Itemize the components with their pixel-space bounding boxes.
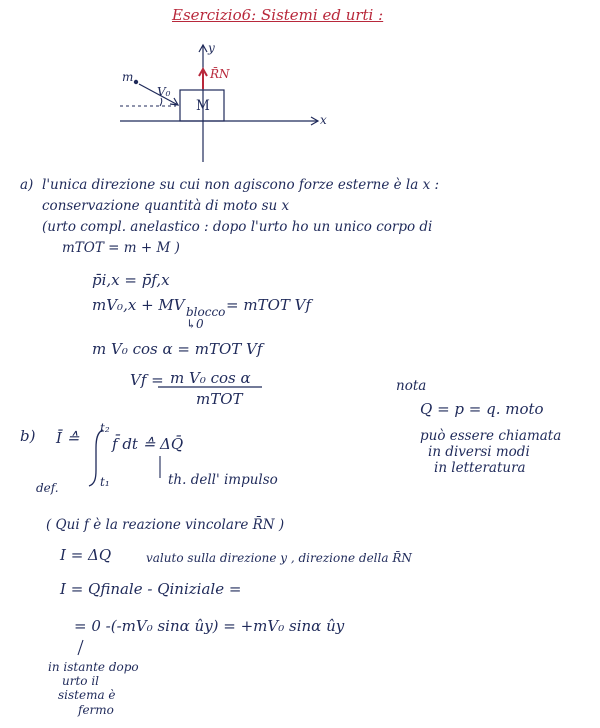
label-y: y (208, 41, 215, 55)
def-label: def. (36, 481, 59, 495)
label-v0: V₀ (157, 85, 171, 99)
line-I2: I = Qfinale - Qiniziale = (60, 580, 242, 598)
impulse-theorem: th. dell' impulso (168, 472, 278, 488)
note-line4: in letteratura (434, 460, 526, 476)
impulse-def: Ī ≙ (56, 429, 80, 447)
side-note-2: urto il (62, 674, 100, 688)
label-M: M (196, 98, 210, 114)
note-line2: può essere chiamata (420, 428, 562, 444)
side-note-3: sistema è (58, 688, 116, 702)
t-upper: t₂ (100, 421, 110, 435)
part-a-line4: mTOT = m + M ) (62, 240, 180, 256)
label-x: x (320, 113, 327, 127)
side-note-4: fermo (78, 703, 114, 717)
part-a-line3: (urto compl. anelastico : dopo l'urto ho un unico corpo di (42, 219, 433, 235)
eq-conservation-sub: blocco (186, 305, 226, 319)
pointer-line (78, 640, 83, 655)
line-qui: ( Qui f è la reazione vincolare R̄N ) (46, 517, 285, 533)
line-I1-rhs: valuto sulla direzione y , direzione della R̄N (146, 551, 412, 565)
note-line3: in diversi modi (428, 444, 530, 460)
label-RN: R̄N (210, 67, 230, 81)
part-a-line2: conservazione quantità di moto su x (42, 198, 290, 214)
impulse-integrand: f̄ dt ≙ ΔQ̄ (112, 435, 184, 453)
line-I1-lhs: I = ΔQ (60, 546, 112, 564)
part-b-label: b) (20, 427, 36, 445)
label-m: m (122, 70, 134, 84)
side-note-1: in istante dopo (48, 660, 139, 674)
eq-vf-numerator: m V₀ cos α (170, 369, 251, 387)
eq-vf-lhs: Vf = (130, 371, 164, 389)
note-line1: Q = p = q. moto (420, 400, 544, 418)
page-title: Esercizio6: Sistemi ed urti : (172, 6, 384, 24)
eq-momentum: p̄i,x = p̄f,x (92, 271, 170, 289)
note-title: nota (396, 378, 427, 394)
eq-conservation-lhs: mV₀,x + MV (92, 296, 185, 314)
eq-conservation-zero: ↳0 (186, 317, 204, 331)
part-a-label: a) (20, 177, 34, 193)
part-a-line1: l'unica direzione su cui non agiscono forze esterne è la x : (42, 177, 440, 193)
mass-m (134, 80, 138, 84)
t-lower: t₁ (100, 475, 110, 489)
eq-conservation-rhs: = mTOT Vf (226, 296, 312, 314)
eq-vf-denominator: mTOT (196, 390, 243, 408)
line-I3: = 0 -(-mV₀ sinα ûy) = +mV₀ sinα ûy (74, 617, 345, 635)
eq-cos: m V₀ cos α = mTOT Vf (92, 340, 263, 358)
